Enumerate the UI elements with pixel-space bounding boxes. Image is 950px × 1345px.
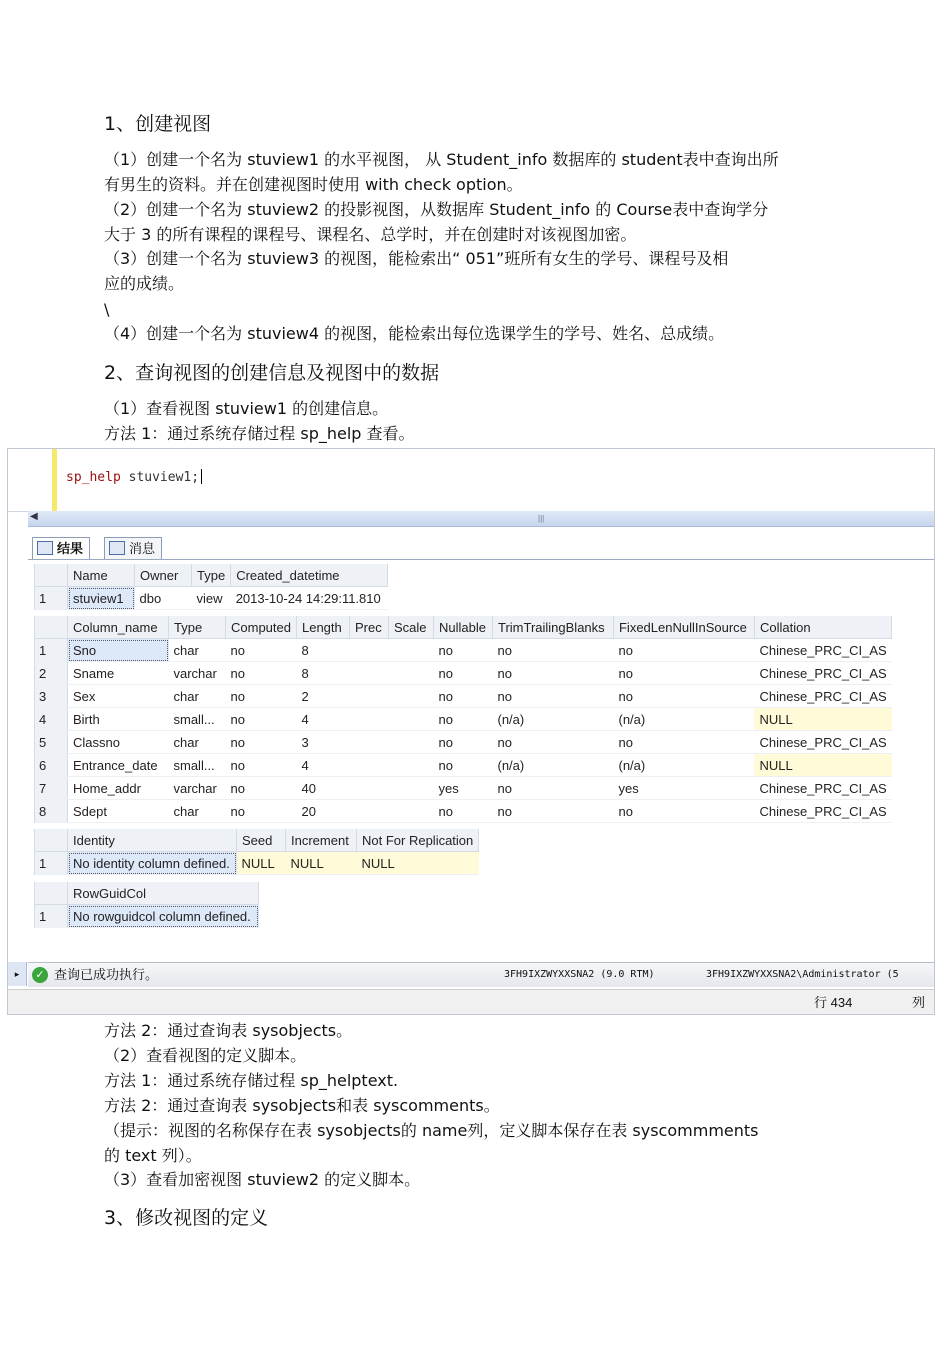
table-cell[interactable]: Sex xyxy=(68,685,169,708)
result-grid-4 xyxy=(34,882,259,928)
result-table-3 xyxy=(35,829,479,875)
paragraph: 应的成绩。 xyxy=(104,274,185,293)
table-cell[interactable]: yes xyxy=(433,777,492,800)
table-cell[interactable] xyxy=(349,777,388,800)
table-cell[interactable]: 3 xyxy=(35,685,68,708)
pane-expand-icon[interactable]: ▸ xyxy=(8,962,27,986)
table-cell[interactable]: 7 xyxy=(35,777,68,800)
table-cell[interactable] xyxy=(349,639,388,662)
column-header[interactable]: Scale xyxy=(388,616,433,639)
table-cell[interactable]: no xyxy=(492,777,613,800)
table-cell[interactable]: 1 xyxy=(35,639,68,662)
table-cell[interactable] xyxy=(349,685,388,708)
table-row[interactable] xyxy=(35,777,892,800)
table-cell[interactable] xyxy=(388,754,433,777)
table-cell[interactable] xyxy=(388,639,433,662)
table-cell[interactable]: 1 xyxy=(35,852,68,875)
table-row[interactable] xyxy=(35,708,892,731)
paragraph: （3）创建一个名为 stuview3 的视图，能检索出“ 051”班所有女生的学号、课程号及相 xyxy=(104,249,729,268)
paragraph: \ xyxy=(104,300,110,319)
table-cell[interactable]: Home_addr xyxy=(68,777,169,800)
tab-results[interactable]: 结果 xyxy=(32,537,90,559)
table-cell[interactable]: no xyxy=(492,731,613,754)
result-grid-2 xyxy=(34,616,892,823)
paragraph: （4）创建一个名为 stuview4 的视图，能检索出每位选课学生的学号、姓名、总成绩。 xyxy=(104,324,725,343)
column-header[interactable]: Prec xyxy=(349,616,388,639)
table-cell[interactable]: no xyxy=(226,708,297,731)
section3-heading: 3、修改视图的定义 xyxy=(104,1207,269,1229)
paragraph: （1）创建一个名为 stuview1 的水平视图， 从 Student_info 数据库的 student表中查询出所 xyxy=(104,150,779,169)
column-header[interactable]: Length xyxy=(296,616,349,639)
table-cell[interactable]: 3 xyxy=(296,731,349,754)
tab-messages[interactable]: 消息 xyxy=(104,537,162,559)
table-cell[interactable]: 2013-10-24 14:29:11.810 xyxy=(231,587,388,610)
line-info-bar xyxy=(8,989,934,1015)
column-header[interactable]: Type xyxy=(192,564,231,587)
table-cell[interactable]: char xyxy=(169,639,226,662)
table-row[interactable] xyxy=(35,639,892,662)
table-cell[interactable]: (n/a) xyxy=(613,754,754,777)
column-header[interactable]: Type xyxy=(169,616,226,639)
table-cell[interactable]: no xyxy=(613,685,754,708)
table-cell[interactable]: Sname xyxy=(68,662,169,685)
table-cell[interactable]: 4 xyxy=(296,708,349,731)
column-header[interactable]: Increment xyxy=(286,829,357,852)
table-cell[interactable]: 4 xyxy=(35,708,68,731)
scroll-left-icon[interactable]: ◀ xyxy=(30,511,38,522)
table-cell[interactable]: 40 xyxy=(296,777,349,800)
table-cell[interactable]: char xyxy=(169,685,226,708)
table-cell[interactable] xyxy=(388,777,433,800)
result-grid-1 xyxy=(34,564,388,610)
table-header-row xyxy=(35,616,892,639)
table-cell[interactable] xyxy=(349,708,388,731)
table-cell[interactable]: NULL xyxy=(754,708,891,731)
grid-icon xyxy=(37,541,53,555)
table-cell[interactable]: Chinese_PRC_CI_AS xyxy=(754,777,891,800)
table-row[interactable] xyxy=(35,905,259,928)
table-cell[interactable]: varchar xyxy=(169,777,226,800)
query-text[interactable] xyxy=(66,469,202,485)
column-header[interactable]: Collation xyxy=(754,616,891,639)
column-header[interactable]: Column_name xyxy=(68,616,169,639)
table-cell[interactable] xyxy=(349,754,388,777)
table-cell[interactable]: NULL xyxy=(237,852,286,875)
table-row[interactable] xyxy=(35,587,388,610)
status-message: 查询已成功执行。 xyxy=(54,967,159,982)
table-row[interactable] xyxy=(35,685,892,708)
table-cell[interactable]: yes xyxy=(613,777,754,800)
table-cell[interactable]: no xyxy=(433,639,492,662)
change-marker xyxy=(52,449,57,511)
table-row[interactable] xyxy=(35,662,892,685)
table-cell[interactable]: no xyxy=(492,685,613,708)
column-header[interactable]: RowGuidCol xyxy=(68,882,259,905)
table-cell[interactable]: Birth xyxy=(68,708,169,731)
column-header[interactable]: Created_datetime xyxy=(231,564,388,587)
table-cell[interactable]: Sdept xyxy=(68,800,169,823)
table-cell[interactable]: 1 xyxy=(35,587,68,610)
column-header[interactable]: Nullable xyxy=(433,616,492,639)
table-cell[interactable]: no xyxy=(492,800,613,823)
table-cell[interactable]: No identity column defined. xyxy=(68,852,237,875)
paragraph: 方法 2：通过查询表 sysobjects。 xyxy=(104,1021,353,1040)
section1-heading: 1、创建视图 xyxy=(104,113,212,135)
table-cell[interactable]: no xyxy=(492,639,613,662)
table-cell[interactable]: small... xyxy=(169,708,226,731)
table-cell[interactable] xyxy=(388,708,433,731)
status-server: 3FH9IXZWYXXSNA2 (9.0 RTM) xyxy=(504,969,655,980)
column-header[interactable]: Not For Replication xyxy=(357,829,479,852)
table-cell[interactable]: Chinese_PRC_CI_AS xyxy=(754,639,891,662)
table-header-row xyxy=(35,564,388,587)
table-cell[interactable]: Entrance_date xyxy=(68,754,169,777)
table-cell[interactable]: 4 xyxy=(296,754,349,777)
table-cell[interactable]: NULL xyxy=(357,852,479,875)
table-cell[interactable]: 2 xyxy=(35,662,68,685)
table-cell[interactable]: no xyxy=(433,731,492,754)
paragraph: （提示：视图的名称保存在表 sysobjects的 name列，定义脚本保存在表 syscommments xyxy=(104,1121,759,1140)
table-row[interactable] xyxy=(35,800,892,823)
table-cell[interactable] xyxy=(388,800,433,823)
table-cell[interactable] xyxy=(349,800,388,823)
success-check-icon: ✓ xyxy=(32,967,48,983)
table-cell[interactable]: 5 xyxy=(35,731,68,754)
horizontal-scrollbar[interactable] xyxy=(28,511,934,527)
result-table-4 xyxy=(35,882,259,928)
table-header-row xyxy=(35,882,259,905)
table-row[interactable] xyxy=(35,731,892,754)
column-header[interactable] xyxy=(35,829,68,852)
table-cell[interactable]: No rowguidcol column defined. xyxy=(68,905,259,928)
column-header[interactable] xyxy=(35,882,68,905)
column-header[interactable]: Owner xyxy=(135,564,192,587)
table-cell[interactable]: Classno xyxy=(68,731,169,754)
result-table-2 xyxy=(35,616,892,823)
table-cell[interactable]: no xyxy=(433,685,492,708)
scroll-thumb-grip-icon[interactable]: ||| xyxy=(538,514,545,523)
column-header[interactable]: Name xyxy=(68,564,135,587)
column-header[interactable]: FixedLenNullInSource xyxy=(613,616,754,639)
column-header[interactable]: Computed xyxy=(226,616,297,639)
table-cell[interactable]: NULL xyxy=(754,754,891,777)
paragraph: 的 text 列）。 xyxy=(104,1146,202,1165)
table-cell[interactable]: 20 xyxy=(296,800,349,823)
table-row[interactable] xyxy=(35,852,479,875)
column-header[interactable]: TrimTrailingBlanks xyxy=(492,616,613,639)
table-cell[interactable]: no xyxy=(226,662,297,685)
table-cell[interactable]: no xyxy=(226,800,297,823)
editor-gutter xyxy=(8,449,53,511)
column-header[interactable] xyxy=(35,616,68,639)
table-cell[interactable] xyxy=(388,662,433,685)
table-cell[interactable]: 8 xyxy=(296,662,349,685)
table-cell[interactable]: 6 xyxy=(35,754,68,777)
ssms-screenshot xyxy=(7,448,935,1015)
table-cell[interactable]: no xyxy=(613,800,754,823)
table-cell[interactable]: no xyxy=(433,708,492,731)
table-cell[interactable]: Chinese_PRC_CI_AS xyxy=(754,685,891,708)
table-cell[interactable]: (n/a) xyxy=(492,708,613,731)
table-cell[interactable]: no xyxy=(226,731,297,754)
table-cell[interactable]: dbo xyxy=(135,587,192,610)
table-cell[interactable]: view xyxy=(192,587,231,610)
table-cell[interactable]: no xyxy=(492,662,613,685)
code-rest: stuview1; xyxy=(120,470,200,485)
paragraph: 方法 1：通过系统存储过程 sp_help 查看。 xyxy=(104,424,415,443)
table-cell[interactable]: Sno xyxy=(68,639,169,662)
paragraph: （2）创建一个名为 stuview2 的投影视图，从数据库 Student_info 的 Course表中查询学分 xyxy=(104,200,769,219)
table-cell[interactable]: no xyxy=(613,639,754,662)
paragraph: （2）查看视图的定义脚本。 xyxy=(104,1046,307,1065)
paragraph: （3）查看加密视图 stuview2 的定义脚本。 xyxy=(104,1170,421,1189)
table-cell[interactable]: (n/a) xyxy=(613,708,754,731)
paragraph: 大于 3 的所有课程的课程号、课程名、总学时，并在创建时对该视图加密。 xyxy=(104,225,637,244)
table-cell[interactable] xyxy=(388,731,433,754)
text-caret xyxy=(201,469,202,484)
query-editor[interactable] xyxy=(8,449,934,512)
results-tabs xyxy=(28,535,934,560)
table-cell[interactable]: stuview1 xyxy=(68,587,135,610)
column-label: 列 xyxy=(912,995,926,1010)
table-cell[interactable]: small... xyxy=(169,754,226,777)
table-cell[interactable] xyxy=(349,731,388,754)
table-cell[interactable]: no xyxy=(226,777,297,800)
table-cell[interactable]: char xyxy=(169,731,226,754)
table-cell[interactable]: varchar xyxy=(169,662,226,685)
section2-heading: 2、查询视图的创建信息及视图中的数据 xyxy=(104,362,440,384)
table-cell[interactable]: 2 xyxy=(296,685,349,708)
table-cell[interactable] xyxy=(388,685,433,708)
table-cell[interactable]: no xyxy=(433,662,492,685)
table-cell[interactable]: no xyxy=(433,754,492,777)
table-cell[interactable]: no xyxy=(613,662,754,685)
status-user: 3FH9IXZWYXXSNA2\Administrator (5 xyxy=(706,969,899,980)
column-header[interactable] xyxy=(35,564,68,587)
table-cell[interactable]: no xyxy=(226,639,297,662)
code-keyword: sp_help xyxy=(66,470,121,485)
paragraph: 有男生的资料。并在创建视图时使用 with check option。 xyxy=(104,175,523,194)
table-cell[interactable]: char xyxy=(169,800,226,823)
table-header-row xyxy=(35,829,479,852)
column-header[interactable]: Seed xyxy=(237,829,286,852)
table-cell[interactable]: 8 xyxy=(296,639,349,662)
table-cell[interactable]: (n/a) xyxy=(492,754,613,777)
table-cell[interactable]: no xyxy=(433,800,492,823)
status-bar xyxy=(28,962,934,987)
table-cell[interactable]: no xyxy=(226,754,297,777)
result-grid-3 xyxy=(34,829,479,875)
table-cell[interactable]: 8 xyxy=(35,800,68,823)
table-row[interactable] xyxy=(35,754,892,777)
table-cell[interactable]: Chinese_PRC_CI_AS xyxy=(754,662,891,685)
table-cell[interactable]: Chinese_PRC_CI_AS xyxy=(754,800,891,823)
column-header[interactable]: Identity xyxy=(68,829,237,852)
paragraph: 方法 2：通过查询表 sysobjects和表 syscomments。 xyxy=(104,1096,500,1115)
line-number: 行 434 xyxy=(814,995,853,1010)
paragraph: 方法 1：通过系统存储过程 sp_helptext. xyxy=(104,1071,399,1090)
table-cell[interactable]: no xyxy=(226,685,297,708)
table-cell[interactable] xyxy=(349,662,388,685)
result-table-1 xyxy=(35,564,388,610)
table-cell[interactable]: NULL xyxy=(286,852,357,875)
table-cell[interactable]: Chinese_PRC_CI_AS xyxy=(754,731,891,754)
table-cell[interactable]: 1 xyxy=(35,905,68,928)
table-cell[interactable]: no xyxy=(613,731,754,754)
paragraph: （1）查看视图 stuview1 的创建信息。 xyxy=(104,399,389,418)
message-icon xyxy=(109,541,125,555)
